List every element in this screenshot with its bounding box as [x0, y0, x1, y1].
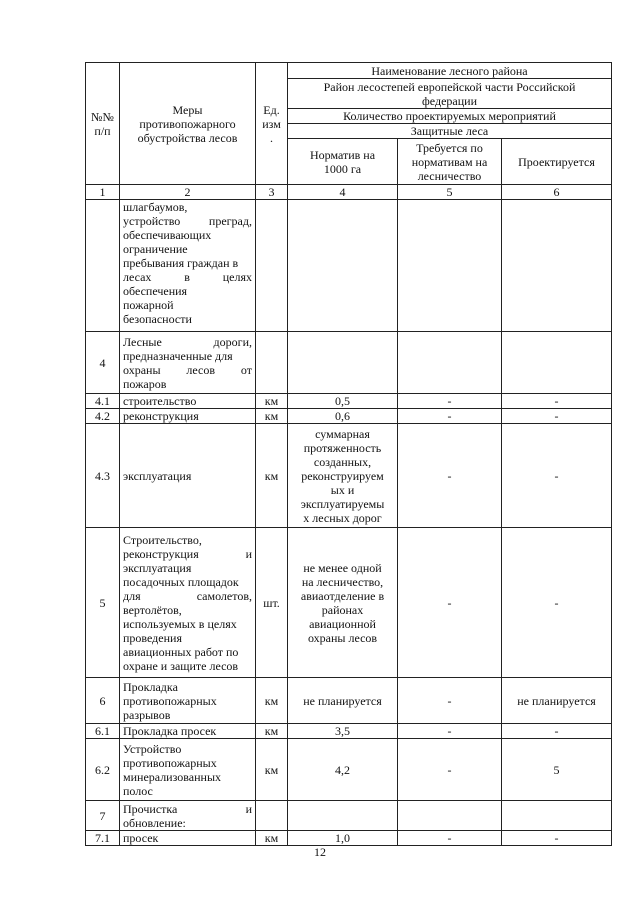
table-row — [86, 332, 612, 394]
row-unit — [256, 332, 288, 394]
row-name: Прочистка и обновление: — [120, 801, 256, 831]
row-norm: 0,5 — [288, 394, 398, 409]
row-projected — [502, 801, 612, 831]
row-required: - — [398, 831, 502, 846]
row-name: Лесные дороги, предназначенные для охраны лесов от пожаров — [120, 332, 256, 394]
table-row — [86, 739, 612, 801]
colnum-3: 3 — [256, 185, 288, 200]
row-unit — [256, 200, 288, 332]
colnum-4: 4 — [288, 185, 398, 200]
header-district-title: Наименование лесного района — [288, 63, 612, 79]
row-required: - — [398, 394, 502, 409]
row-norm: суммарная протяженность созданных, реконструируем ых и эксплуатируемы х лесных дорог — [288, 424, 398, 528]
row-name: Прокладка просек — [120, 724, 256, 739]
row-num: 4.1 — [86, 394, 120, 409]
table-row — [86, 801, 612, 831]
row-name: эксплуатация — [120, 424, 256, 528]
row-num: 5 — [86, 528, 120, 678]
colnum-1: 1 — [86, 185, 120, 200]
row-unit: км — [256, 394, 288, 409]
table-row — [86, 394, 612, 409]
row-num: 4 — [86, 332, 120, 394]
row-required: - — [398, 678, 502, 724]
row-required: - — [398, 424, 502, 528]
row-norm: не планируется — [288, 678, 398, 724]
row-required — [398, 801, 502, 831]
row-num — [86, 200, 120, 332]
row-unit: км — [256, 424, 288, 528]
header-projected: Проектируется — [502, 139, 612, 185]
header-quantity-title: Количество проектируемых мероприятий — [288, 109, 612, 124]
row-name: шлагбаумов, устройство преград, обеспечивающих ограничение пребывания граждан в лесах в целях обеспечения пожарной безопасности — [120, 200, 256, 332]
header-measures: Меры противопожарного обустройства лесов — [120, 63, 256, 185]
row-unit: шт. — [256, 528, 288, 678]
row-unit: км — [256, 678, 288, 724]
row-name: Прокладка противопожарных разрывов — [120, 678, 256, 724]
table-row — [86, 724, 612, 739]
colnum-6: 6 — [502, 185, 612, 200]
row-required: - — [398, 724, 502, 739]
row-unit: км — [256, 409, 288, 424]
row-num: 4.3 — [86, 424, 120, 528]
row-required — [398, 200, 502, 332]
column-number-row — [86, 185, 612, 200]
row-num: 6.2 — [86, 739, 120, 801]
header-district-name: Район лесостепей европейской части Российской федерации — [288, 79, 612, 109]
row-norm: 4,2 — [288, 739, 398, 801]
row-norm: 3,5 — [288, 724, 398, 739]
header-forest-type: Защитные леса — [288, 124, 612, 139]
row-name: строительство — [120, 394, 256, 409]
header-required: Требуется по нормативам на лесничество — [398, 139, 502, 185]
table-row — [86, 528, 612, 678]
header-num: №№ п/п — [86, 63, 120, 185]
row-projected: - — [502, 724, 612, 739]
row-num: 6 — [86, 678, 120, 724]
row-norm — [288, 332, 398, 394]
table-row — [86, 424, 612, 528]
fire-measures-table — [85, 62, 612, 846]
row-unit — [256, 801, 288, 831]
row-projected: 5 — [502, 739, 612, 801]
table-row — [86, 409, 612, 424]
row-unit: км — [256, 831, 288, 846]
row-required: - — [398, 739, 502, 801]
row-name: Строительство, реконструкция и эксплуатация посадочных площадок для самолетов, вертолётов, используемых в целях проведения авиационных работ по охране и защите лесов — [120, 528, 256, 678]
row-projected: - — [502, 394, 612, 409]
header-unit: Ед. изм . — [256, 63, 288, 185]
row-projected: не планируется — [502, 678, 612, 724]
row-unit: км — [256, 724, 288, 739]
table-row — [86, 678, 612, 724]
row-name: просек — [120, 831, 256, 846]
row-num: 4.2 — [86, 409, 120, 424]
row-projected: - — [502, 528, 612, 678]
table-row — [86, 831, 612, 846]
row-norm: 1,0 — [288, 831, 398, 846]
row-projected: - — [502, 831, 612, 846]
row-required — [398, 332, 502, 394]
table-row — [86, 200, 612, 332]
row-required: - — [398, 528, 502, 678]
row-norm — [288, 801, 398, 831]
colnum-5: 5 — [398, 185, 502, 200]
header-norm: Норматив на 1000 га — [288, 139, 398, 185]
row-name: реконструкция — [120, 409, 256, 424]
row-num: 7 — [86, 801, 120, 831]
colnum-2: 2 — [120, 185, 256, 200]
row-norm: не менее одной на лесничество, авиаотделение в районах авиационной охраны лесов — [288, 528, 398, 678]
row-projected: - — [502, 424, 612, 528]
row-required: - — [398, 409, 502, 424]
row-name: Устройство противопожарных минерализованных полос — [120, 739, 256, 801]
row-projected — [502, 200, 612, 332]
row-norm — [288, 200, 398, 332]
row-projected: - — [502, 409, 612, 424]
row-norm: 0,6 — [288, 409, 398, 424]
row-num: 6.1 — [86, 724, 120, 739]
page-number: 12 — [314, 845, 326, 859]
row-projected — [502, 332, 612, 394]
row-unit: км — [256, 739, 288, 801]
row-num: 7.1 — [86, 831, 120, 846]
